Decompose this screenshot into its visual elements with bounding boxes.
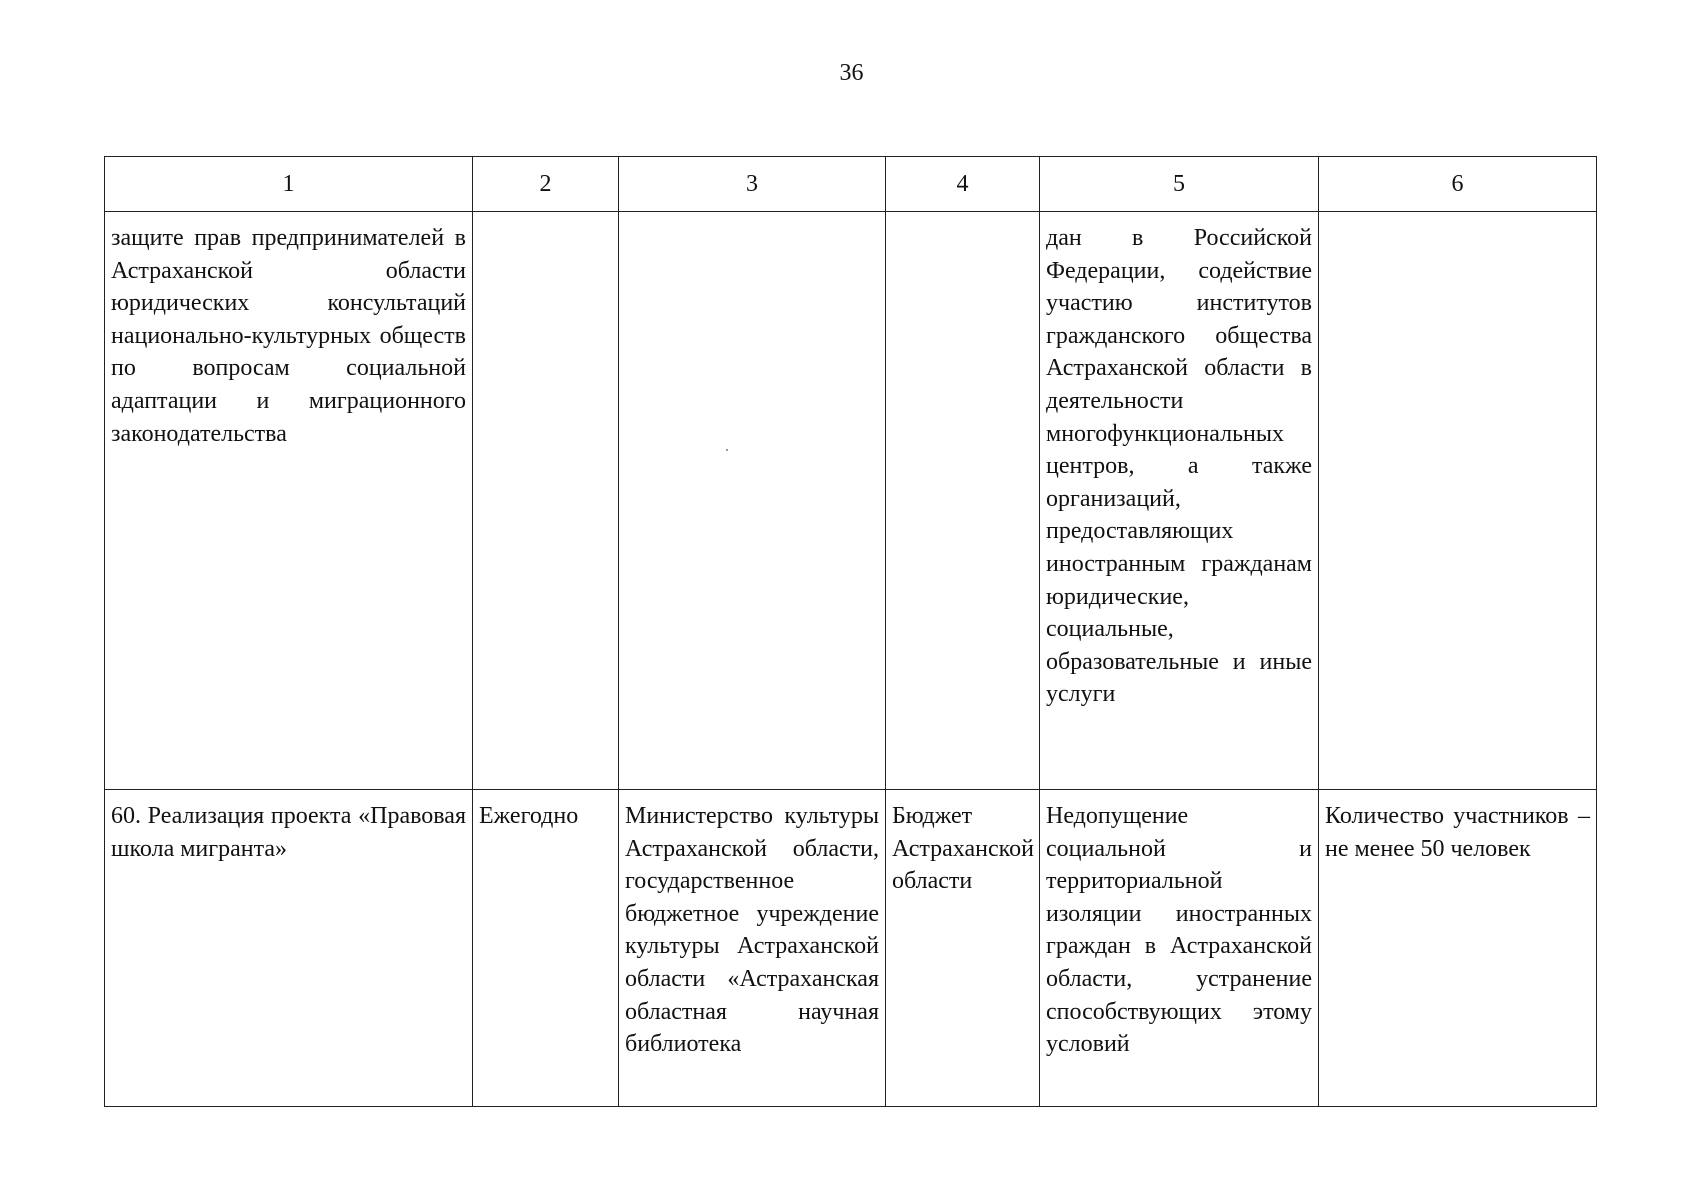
column-header-6: 6 xyxy=(1319,157,1597,212)
measures-table xyxy=(104,156,1597,1107)
cell-result: Недопущение социальной и территориальной изоляции иностранных граждан в Астраханской области, устранение способствующих этому условий xyxy=(1040,790,1319,1107)
table-row-60 xyxy=(105,790,1597,1107)
column-header-5: 5 xyxy=(1040,157,1319,212)
cell-indicator: Количество участников – не менее 50 человек xyxy=(1319,790,1597,1107)
column-header-1: 1 xyxy=(105,157,473,212)
cell-funding: Бюджет Астраханской области xyxy=(886,790,1040,1107)
cell-deadline xyxy=(473,212,619,790)
column-header-4: 4 xyxy=(886,157,1040,212)
page-number: 36 xyxy=(839,60,864,86)
cell-executors: Министерство культуры Астраханской области, государственное бюджетное учреждение культуры Астраханской области «Астраханская областная научная библиотека xyxy=(619,790,886,1107)
cell-funding xyxy=(886,212,1040,790)
column-header-3: 3 xyxy=(619,157,886,212)
table-row-continuation xyxy=(105,212,1597,790)
cell-deadline: Ежегодно xyxy=(473,790,619,1107)
cell-measure: 60. Реализация проекта «Правовая школа мигранта» xyxy=(105,790,473,1107)
cell-result: дан в Российской Федерации, содействие участию институтов гражданского общества Астраханской области в деятельности многофункциональных центров, а также организаций, предоставляющих иностранным гражданам юридические, социальные, образовательные и иные услуги xyxy=(1040,212,1319,790)
table-header-row xyxy=(105,157,1597,212)
scan-speck xyxy=(726,449,728,451)
cell-measure: защите прав предприниматeлей в Астраханской области юридических консультаций национально-культурных обществ по вопросам социальной адаптации и миграционного законодательства xyxy=(105,212,473,790)
column-header-2: 2 xyxy=(473,157,619,212)
cell-executors xyxy=(619,212,886,790)
cell-indicator xyxy=(1319,212,1597,790)
